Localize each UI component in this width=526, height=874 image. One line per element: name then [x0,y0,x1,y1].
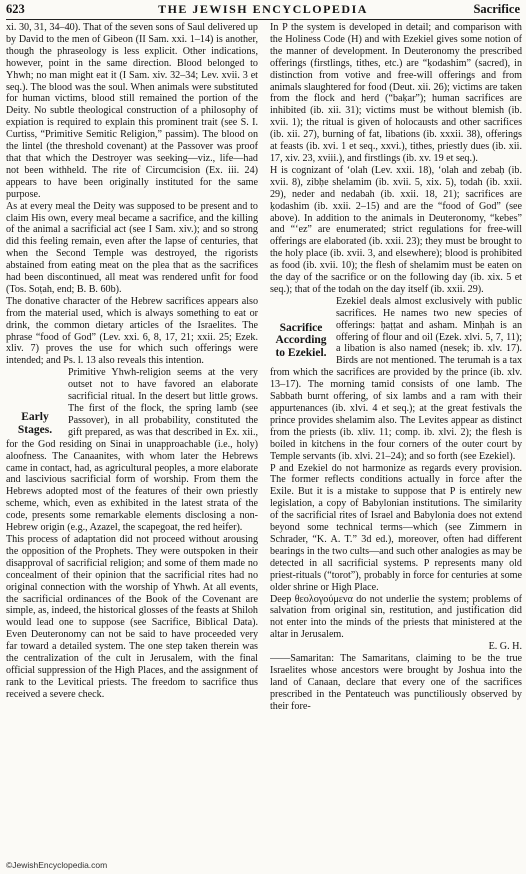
author-signature: E. G. H. [488,641,522,653]
left-paragraph-3: The donative character of the Hebrew sacrifices appears also from the material used, which is always something to eat or drink, the common dietary articles of the Israelites. The phrase “food of God” (Lev. xxi. 6, 8, 17, 21; xxii. 25; Ezek. xliv. 7) proves the use for which such offerings were intended; and Ps. l. 13 also reveals this intention. [6,295,258,367]
left-column [6,22,258,852]
sidenote-early-stages: Early Stages. [17,411,53,436]
section-title: Sacrifice [473,2,520,16]
left-paragraph-5: This process of adaptation did not proceed without arousing the opposition of the Prophets. They were outspoken in their disapproval of sacrificial religion; and some of them made no concealment of their opinion that the sacrificial rites had no original connection with the worship of Yhwh. At all events, the sacrificial ordinances of the Book of the Covenant are simple, as, indeed, the historical glosses of the feasts at Shiloh would lead one to suppose (see Sacrifice, Biblical Data). Even Deuteronomy can not be said to have proceeded very far toward a detailed system. The one step taken therein was the centralization of the cult in Jerusalem, with the final official suppression of the High Places, and the assignment of rank to the Levitical priests. The freedom to sacrifice thus received a severe check. [6,533,258,700]
right-paragraph-4: P and Ezekiel do not harmonize as regards every provision. The former reflects conditions actually in force after the Exile. But it is a mistake to suppose that P is entirely new legislation, a copy of Babylonian institutions. The similarity of the sacrificial rites of Israel and Babylonia does not extend beyond some technical terms—which (see Zimmern in Schrader, “K. A. T.” 3d ed.), moreover, often had different bearings in the two cults—and such other analogies as may be detected in all sacrificial systems. P represents many old priest-rituals (“torot”), probably in force for centuries at some older shrine or High Place. [270,462,522,593]
right-paragraph-3: Ezekiel deals almost exclusively with public sacrifices. He names two new species of offerings: ḥaṭṭat and asham. Minḥah is an offering of flour and oil (Ezek. xlvi. 5, 7, 11); a libation is also named (nesek; ib. xlv. 17). Birds are not mentioned. The terumah is a tax from which the sacrifices are provided by the prince (ib. xlv. 13–17). The morning tamid consists of one lamb. The Sabbath burnt offering, of six lambs and a ram with their appurtenances (ib. xlvi. 4 et seq.); at the great festivals the prince provides shelamim also. The Levites appear as distinct from the priests (ib. xliv. 11; comp. ib. xlvi. 2); the flesh is boiled in kitchens in the four corners of the outer court by Temple servants (ib. xlvi. 21–24); and so forth (see Ezekiel). [270,295,522,462]
header-rule [6,19,520,20]
right-paragraph-6: ——Samaritan: The Samaritans, claiming to be the true Israelites whose ancestors were brought by Joshua into the land of Canaan, declare that every one of the sacrifices prescribed in the Pentateuch was punctiliously observed by their fore- [270,653,522,712]
left-paragraph-1: xi. 30, 31, 34–40). That of the seven sons of Saul delivered up by David to the men of Gibeon (II Sam. xxi. 1–14) is another, though the phraseology is less explicit. Other indications, however, point in the same direction. Blood belonged to Yhwh; no man might eat it (I Sam. xiv. 32–34; Lev. xvii. 3 et seq.). The blood was the soul. When animals were substituted for human victims, blood still remained the portion of the Deity. No subtle theological construction of a philosophy of expiation is required to explain this prominent trait (see S. I. Curtiss, “Primitive Semitic Religion,” passim). The blood on the lintel (the threshold covenant) at the Passover was proof that that which the Destroyer was seeking—viz., life—had not been withheld. The rite of Circumcision (Ex. iii. 24) appears to have been originally instituted for the same purpose. [6,22,258,200]
right-paragraph-2: H is cognizant of ‘olah (Lev. xxii. 18), ‘olah and zebaḥ (ib. xvii. 8), zibḥe shelamim (ib. xvii. 5, xix. 5), todah (ib. xxii. 29), neder and nedabah (ib. xxii. 18, 21); sacrifices are ḳodashim (ib. xxii. 2–15) and are the “food of God” (see above). In addition to the animals in Deuteronomy, “kebes” and “‘ez” are enumerated; strict regulations for free-will offerings are elaborated (ib. xxii. 23); they must be brought to the holy place (ib. xvii. 3, and elsewhere); blood is prohibited as food (ib. xvii. 10); the flesh of shelamim must be eaten on the day of the sacrifice or on the following day (ib. xix. 5 et seq.); that of the todah on the day itself (ib. xxii. 29). [270,164,522,295]
page-header [6,2,520,19]
footer-watermark: ©JewishEncyclopedia.com [6,860,108,870]
sidenote-ezekiel: Sacrifice According to Ezekiel. [275,321,327,359]
journal-title: THE JEWISH ENCYCLOPEDIA [158,2,368,16]
left-paragraph-2: As at every meal the Deity was supposed to be present and to claim His own, every meal became a sacrifice, and the killing of the animal a sacrificial act (see I Sam. xiv.); and so strong did this feeling remain, even after the lapse of centuries, that when the Second Temple was destroyed, the rigorists abstained from eating meat on the plea that as the sacrifices had been discontinued, all meat was rendered unfit for food (Tos. Soṭah, end; B. B. 60b). [6,200,258,295]
page-number: 623 [6,2,25,16]
right-column [270,22,522,852]
left-paragraph-4: Primitive Yhwh-religion seems at the very outset not to have favored an elaborate sacrificial ritual. In the desert but little grows. The first of the flock, the spring lamb (see Passover), in all probability, constituted the gift prepared, as was that described in Ex. xii., for the God residing on Sinai in unapproachable (i.e., holy) aloofness. The Canaanites, with whom later the Hebrews came in contact, had, as agricultural peoples, a more elaborate and lascivious sacrificial form of worship. From them the Hebrews adopted most of the features of their own priestly scheme, which, even as exhibited in the latest strata of the code, presents some remarkable elements disclosing a non-Hebrew origin (e.g., Azazel, the scapegoat, the red heifer). [6,367,258,534]
right-paragraph-5: Deep θεολογούμενα do not underlie the system; problems of salvation from original sin, restitution, and justification did not enter into the minds of the priests that ministered at the altar in Jerusalem. [270,593,522,641]
right-paragraph-1: In P the system is developed in detail; and comparison with the Holiness Code (H) and with Ezekiel gives some notion of the manner of development. In Deuteronomy the prescribed offerings (firstlings, tithes, etc.) are “ḳodashim” (sacred), in distinction from votive and free-will offerings and from animals slaughtered for food (Deut. xii. 26); victims are taken from the flock and herd (“baḳar”); human sacrifices are inhibited (ib. xii. 31); victims must be without blemish (ib. xvii. 1); the ritual is given of holocausts and other sacrifices (ib. xii. 27), burning of fat, libations (ib. xxxii. 38), offerings at feasts (ib. xvi. 1 et seq., xxvi.), tithes, priestly dues (ib. xii. 17, xiv. 23, xviii.), and firstlings (ib. xv. 19 et seq.). [270,22,522,164]
